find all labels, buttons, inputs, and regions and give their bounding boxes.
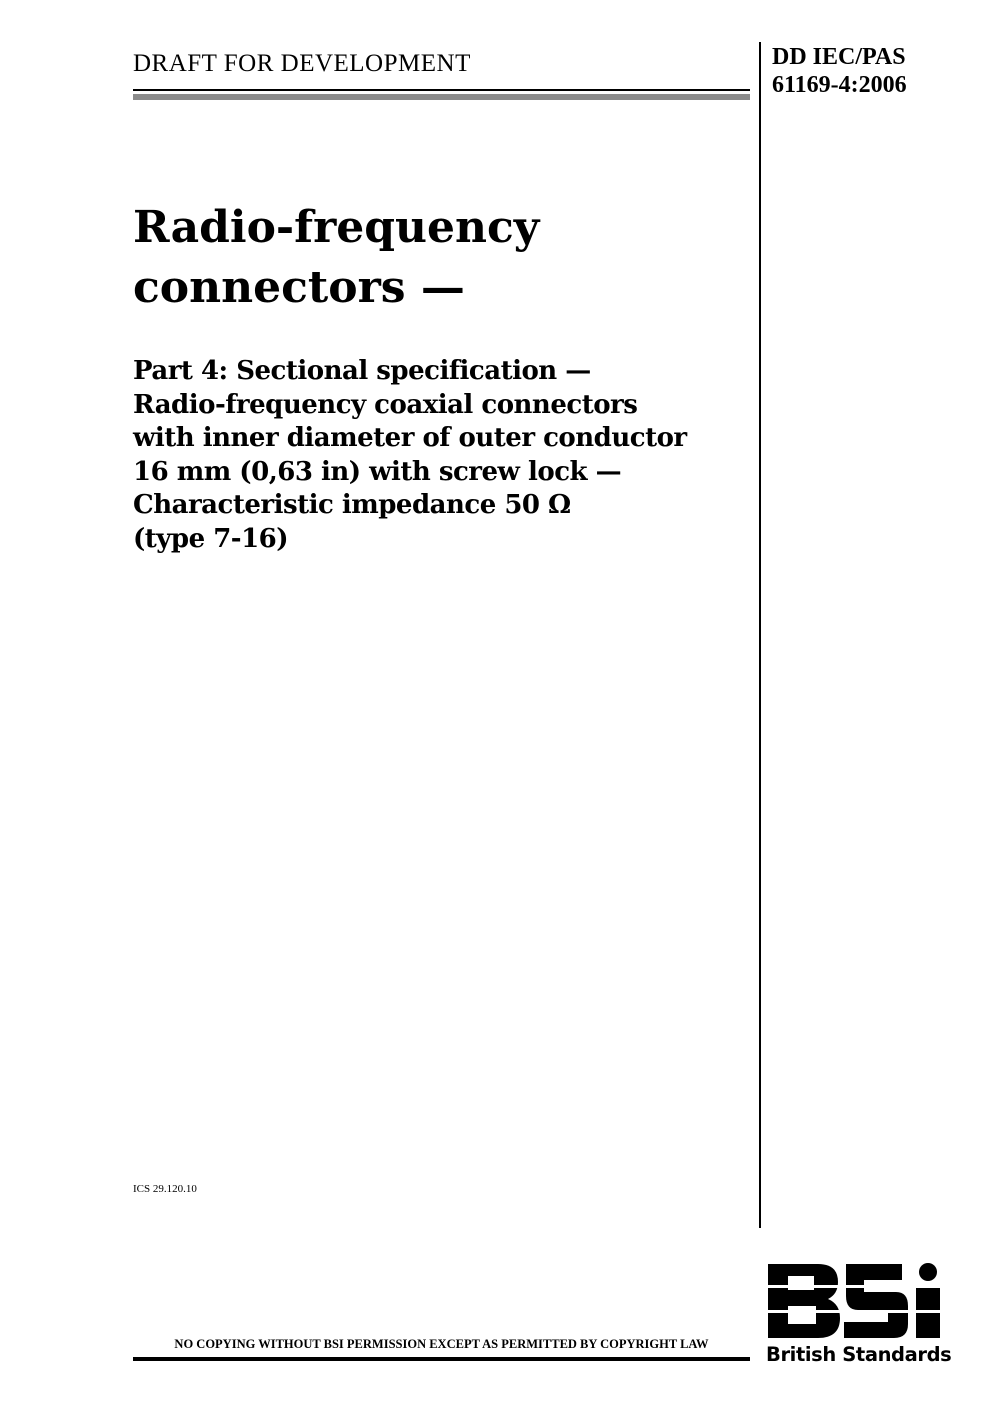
sub-title [133, 355, 748, 556]
document-number [772, 43, 907, 99]
bsi-logo-icon [766, 1262, 944, 1342]
header-rule-thin [133, 89, 750, 91]
draft-label: DRAFT FOR DEVELOPMENT [133, 50, 471, 77]
header-rule-gray [133, 94, 750, 100]
copyright-notice: NO COPYING WITHOUT BSI PERMISSION EXCEPT AS PERMITTED BY COPYRIGHT LAW [174, 1337, 709, 1351]
sub-title-line: 16 mm (0,63 in) with screw lock — [133, 456, 622, 487]
sub-title-line: Part 4: Sectional specification — [133, 356, 591, 386]
document-number-line2: 61169-4:2006 [772, 72, 907, 98]
sub-title-line: with inner diameter of outer conductor [133, 423, 687, 453]
main-title [133, 198, 539, 318]
main-title-line2: connectors — [133, 262, 465, 313]
document-number-line1: DD IEC/PAS [772, 44, 906, 70]
bsi-brand-text: British Standards [766, 1343, 952, 1366]
sub-title-line: (type 7-16) [133, 523, 289, 554]
sub-title-line: Characteristic impedance 50 Ω [133, 490, 571, 520]
main-title-line1: Radio-frequency [133, 202, 540, 253]
footer-rule [133, 1357, 750, 1361]
vertical-divider [759, 42, 761, 1228]
ics-code: ICS 29.120.10 [133, 1183, 197, 1195]
sub-title-line: Radio-frequency coaxial connectors [133, 389, 638, 420]
